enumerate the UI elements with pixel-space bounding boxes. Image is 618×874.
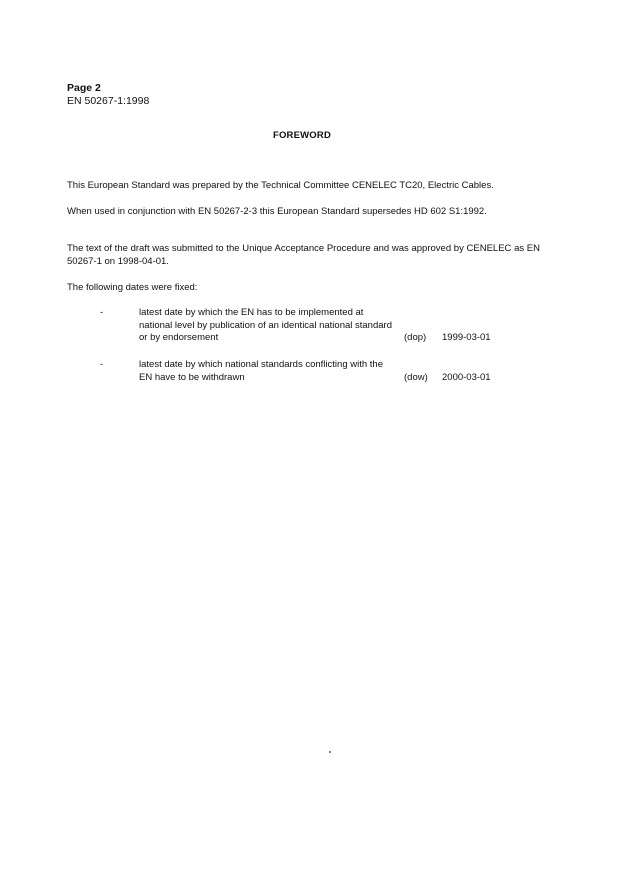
date-code: (dow)	[404, 372, 428, 383]
date-value: 1999-03-01	[442, 332, 491, 343]
page-number: Page 2	[67, 82, 101, 94]
paragraph-dates-intro: The following dates were fixed:	[67, 282, 198, 293]
date-description: latest date by which the EN has to be implemented at national level by publication of an identical national standard or by endorsement	[139, 307, 392, 343]
date-description: latest date by which national standards conflicting with the EN have to be withdrawn	[139, 359, 383, 383]
document-id: EN 50267-1:1998	[67, 95, 150, 107]
section-title: FOREWORD	[272, 130, 332, 141]
scan-speck	[329, 751, 331, 753]
page-header	[67, 82, 149, 108]
paragraph-supersedes: When used in conjunction with EN 50267-2-3 this European Standard supersedes HD 602 S1:1992.	[67, 206, 487, 217]
date-value: 2000-03-01	[442, 372, 491, 383]
list-item	[67, 359, 540, 389]
dates-list	[67, 307, 540, 389]
paragraph-prepared-by: This European Standard was prepared by the Technical Committee CENELEC TC20, Electric Cables.	[67, 180, 494, 191]
list-bullet: -	[100, 307, 104, 318]
date-code: (dop)	[404, 332, 427, 343]
list-item	[67, 307, 540, 359]
paragraph-approval: The text of the draft was submitted to the Unique Acceptance Procedure and was approved by CENELEC as EN 50267-1 on 1998-04-01.	[67, 243, 540, 267]
list-bullet: -	[100, 359, 104, 370]
